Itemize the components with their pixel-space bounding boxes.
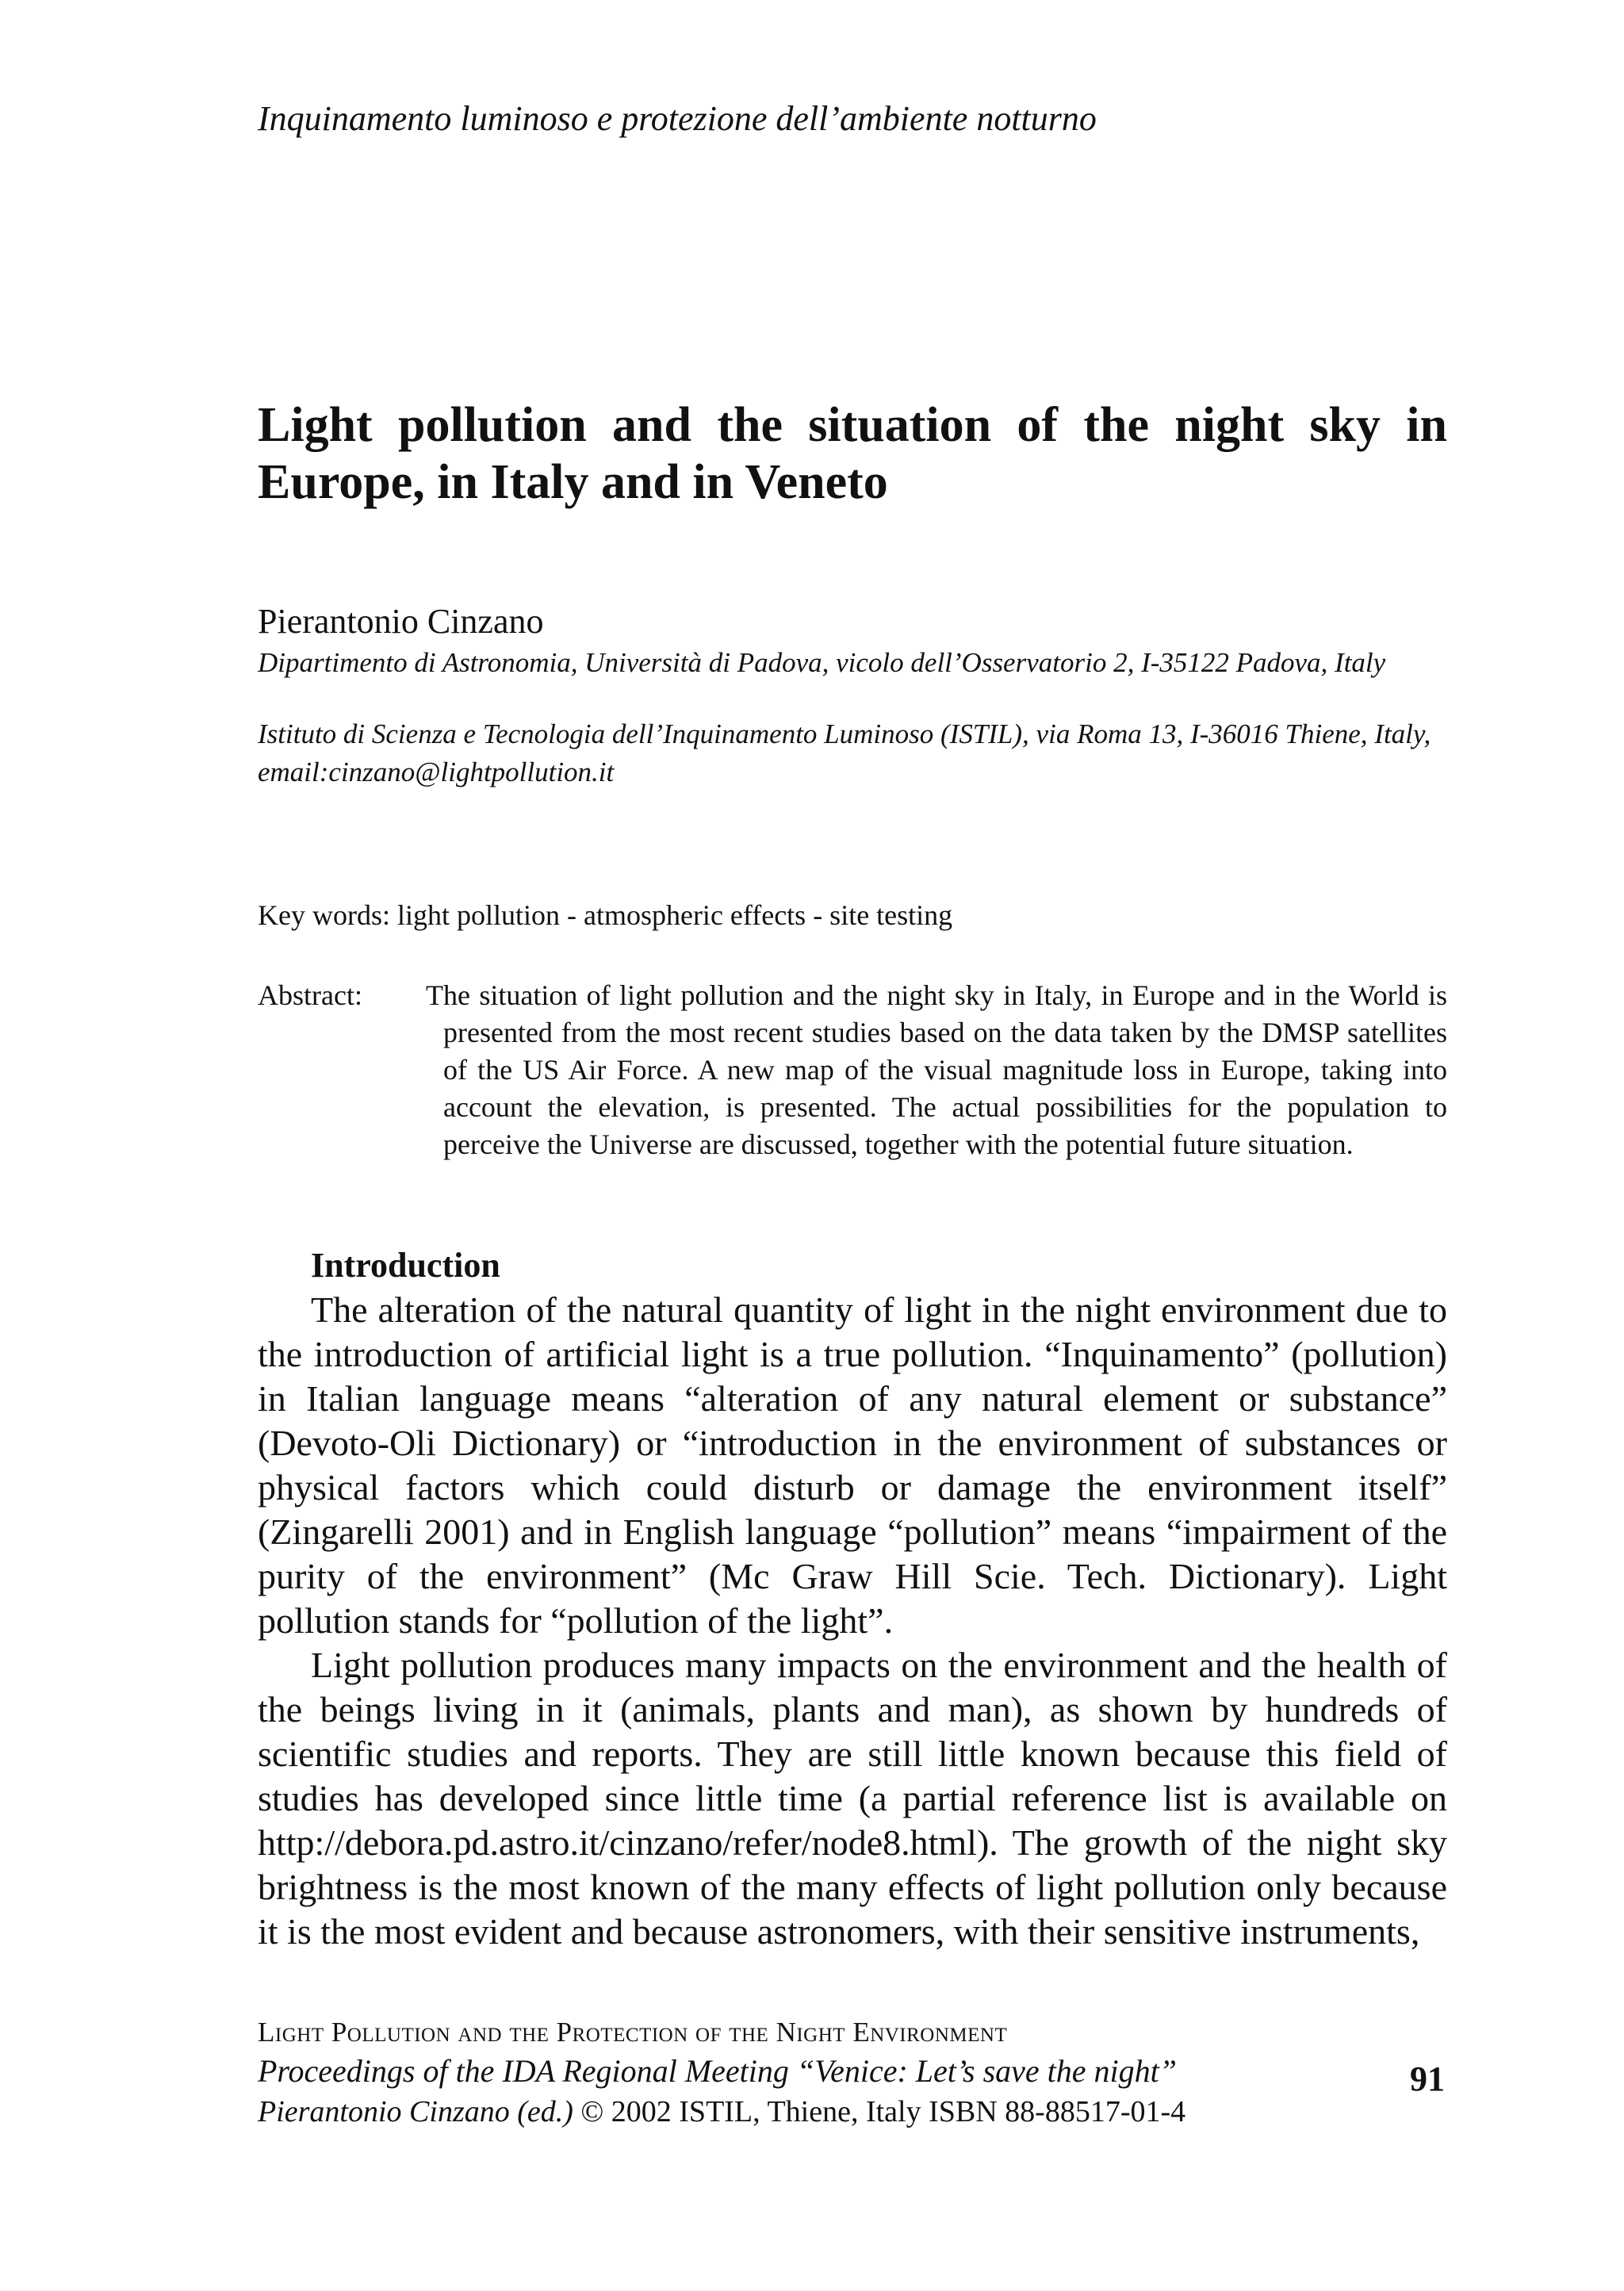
keywords: Key words: light pollution - atmospheric effects - site testing	[258, 899, 953, 931]
footer-copyright: © 2002 ISTIL, Thiene, Italy ISBN 88-88517-01-4	[573, 2095, 1186, 2128]
author-affiliation-1: Dipartimento di Astronomia, Università di Padova, vicolo dell’Osservatorio 2, I-35122 Padova, Italy	[258, 647, 1386, 678]
author-affiliation-2: Istituto di Scienza e Tecnologia dell’Inquinamento Luminoso (ISTIL), via Roma 13, I-36016 Thiene, Italy, email:cinzano@lightpollution.it	[258, 718, 1431, 787]
footer-editor-line	[258, 2092, 1447, 2132]
author-name: Pierantonio Cinzano	[258, 602, 544, 641]
page-number: 91	[1410, 2059, 1445, 2098]
author-block	[258, 600, 1447, 791]
footer-conference: Light Pollution and the Protection of the Night Environment	[258, 2017, 1008, 2048]
running-head: Inquinamento luminoso e protezione dell’ambiente notturno	[258, 99, 1097, 138]
footer-editor: Pierantonio Cinzano (ed.)	[258, 2095, 573, 2128]
abstract-text: The situation of light pollution and the night sky in Italy, in Europe and in the World is presented from the most recent studies based on the data taken by the DMSP satellites of the US Air Force. A new map of the visual magnitude loss in Europe, taking into account the elevation, is presented. The actual possibilities for the population to perceive the Universe are discussed, together with the potential future situation.	[426, 979, 1447, 1160]
footer-proceedings: Proceedings of the IDA Regional Meeting “Venice: Let’s save the night”	[258, 2053, 1178, 2089]
section-heading-introduction: Introduction	[311, 1246, 500, 1285]
abstract-label: Abstract:	[258, 979, 362, 1011]
page-footer	[258, 2014, 1447, 2132]
paper-title-line-1: Light pollution and the situation of the night sky in	[258, 398, 1447, 452]
paper-title-line-2: Europe, in Italy and in Veneto	[258, 455, 888, 509]
body-paragraph: The alteration of the natural quantity of light in the night environment due to the introduction of artificial light is a true pollution. “Inquinamento” (pollution) in Italian language means “alteration of any natural element or substance” (Devoto-Oli Dictionary) or “introduction in the environment of substances or physical factors which could disturb or damage the environment itself” (Zingarelli 2001) and in English language “pollution” means “impairment of the purity of the environment” (Mc Graw Hill Scie. Tech. Dictionary). Light pollution stands for “pollution of the light”.	[258, 1289, 1447, 1641]
introduction-body	[258, 1288, 1447, 1954]
paper-title	[258, 397, 1447, 511]
body-paragraph: Light pollution produces many impacts on the environment and the health of the beings living in it (animals, plants and man), as shown by hundreds of scientific studies and reports. They are still little known because this field of studies has developed since little time (a partial reference list is available on http://debora.pd.astro.it/cinzano/refer/node8.html). The growth of the night sky brightness is the most known of the many effects of light pollution only because it is the most evident and because astronomers, with their sensitive instruments,	[258, 1645, 1447, 1952]
